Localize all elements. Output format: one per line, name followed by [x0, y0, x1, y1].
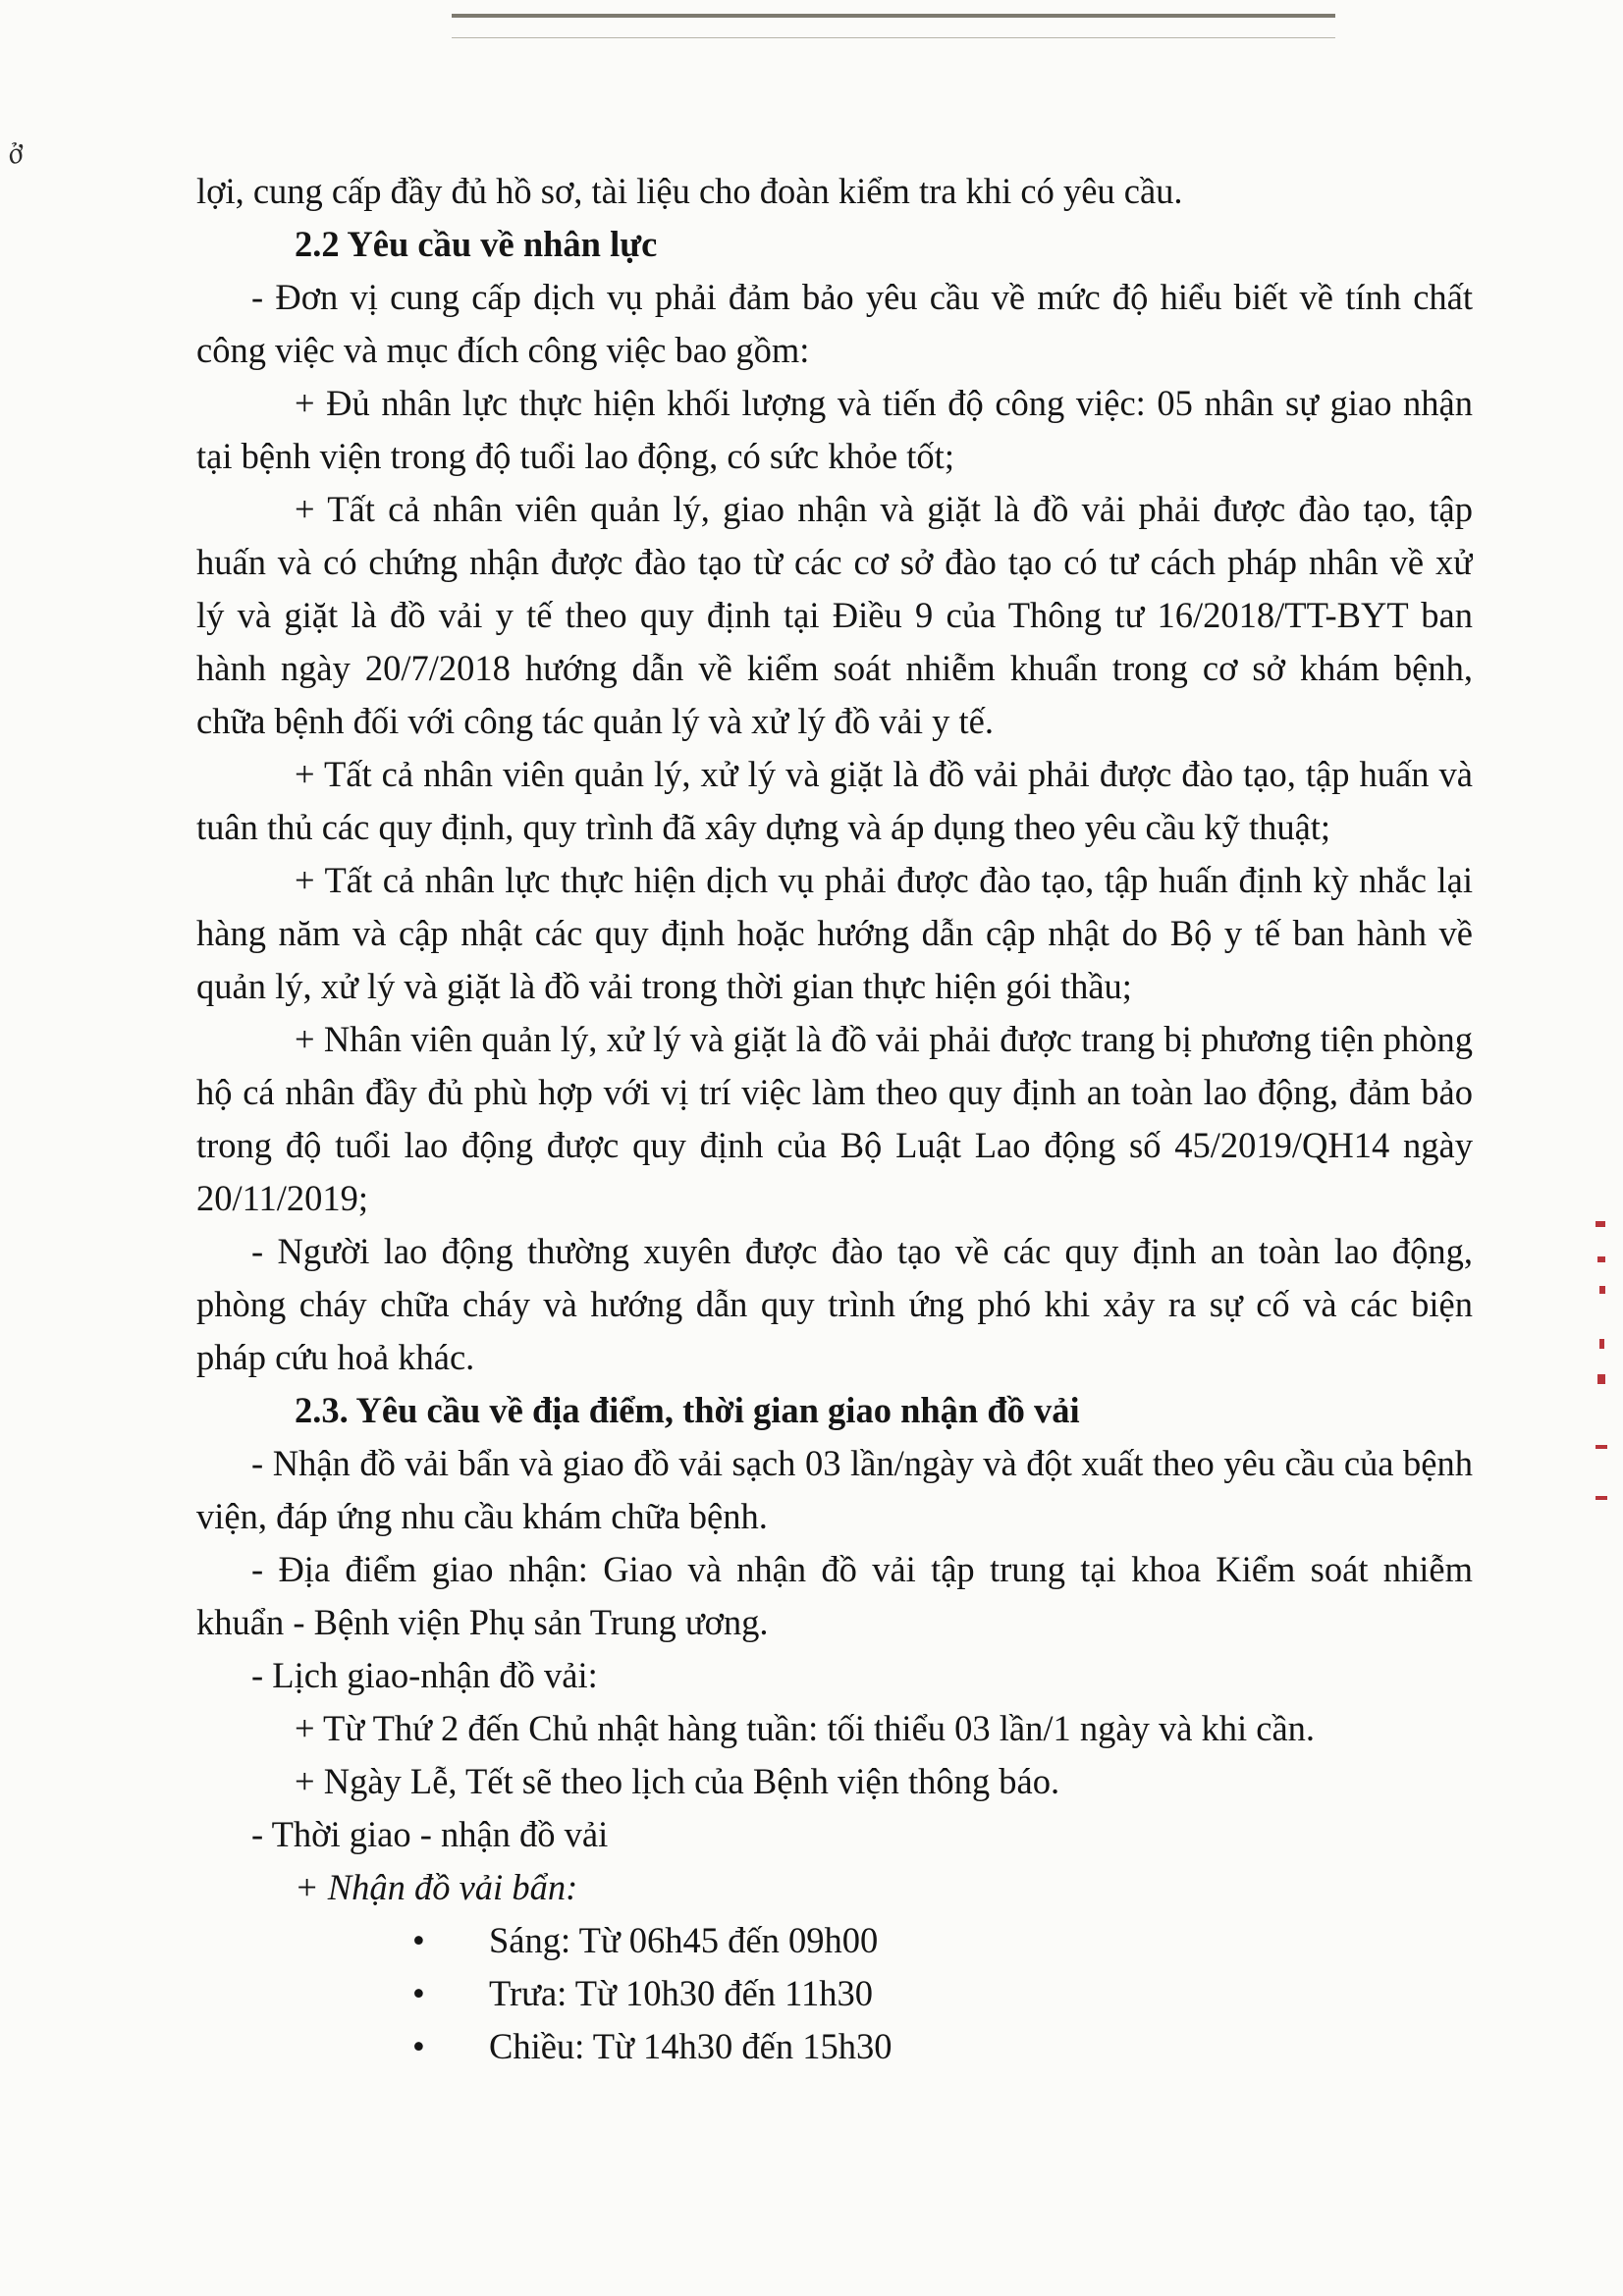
paragraph-line: viện, đáp ứng nhu cầu khám chữa bệnh.: [196, 1496, 768, 1536]
paragraph-line: + Từ Thứ 2 đến Chủ nhật hàng tuần: tối thiểu 03 lần/1 ngày và khi cần.: [295, 1708, 1316, 1748]
paragraph-line: huấn và có chứng nhận được đào tạo từ các cơ sở đào tạo có tư cách pháp nhân về xử: [196, 542, 1473, 582]
paragraph-line: + Tất cả nhân lực thực hiện dịch vụ phải được đào tạo, tập huấn định kỳ nhắc lại: [295, 860, 1473, 900]
document-body: [196, 165, 1473, 2073]
paragraph-line: hộ cá nhân đầy đủ phù hợp với vị trí việc làm theo quy định an toàn lao động, đảm bảo: [196, 1072, 1473, 1112]
list-item: [196, 1914, 1473, 1967]
paragraph-line: tuân thủ các quy định, quy trình đã xây dựng và áp dụng theo yêu cầu kỹ thuật;: [196, 807, 1331, 847]
paragraph-line: khuẩn - Bệnh viện Phụ sản Trung ương.: [196, 1602, 769, 1642]
paragraph-line: hàng năm và cập nhật các quy định hoặc hướng dẫn cập nhật do Bộ y tế ban hành về: [196, 913, 1473, 953]
paragraph-line: - Địa điểm giao nhận: Giao và nhận đồ vải tập trung tại khoa Kiểm soát nhiễm: [251, 1549, 1473, 1589]
section-heading: 2.3. Yêu cầu về địa điểm, thời gian giao nhận đồ vải: [295, 1390, 1080, 1430]
paragraph-line: tại bệnh viện trong độ tuổi lao động, có sức khỏe tốt;: [196, 436, 954, 476]
paragraph-line: - Đơn vị cung cấp dịch vụ phải đảm bảo yêu cầu về mức độ hiểu biết về tính chất: [251, 277, 1473, 317]
scan-top-strip: [452, 14, 1335, 38]
paragraph-line: - Người lao động thường xuyên được đào tạo về các quy định an toàn lao động,: [251, 1231, 1473, 1271]
bullet-icon: •: [412, 1973, 425, 2013]
paragraph-line: + Nhân viên quản lý, xử lý và giặt là đồ vải phải được trang bị phương tiện phòng: [295, 1019, 1473, 1059]
paragraph-line: lợi, cung cấp đầy đủ hồ sơ, tài liệu cho đoàn kiểm tra khi có yêu cầu.: [196, 171, 1183, 211]
paragraph-line: + Tất cả nhân viên quản lý, giao nhận và giặt là đồ vải phải được đào tạo, tập: [295, 489, 1473, 529]
paragraph-line: hành ngày 20/7/2018 hướng dẫn về kiểm soát nhiễm khuẩn trong cơ sở khám bệnh,: [196, 648, 1473, 688]
list-item-text: Chiều: Từ 14h30 đến 15h30: [489, 2026, 893, 2066]
paragraph-line: phòng cháy chữa cháy và hướng dẫn quy trình ứng phó khi xảy ra sự cố và các biện: [196, 1284, 1473, 1324]
paragraph-line: + Tất cả nhân viên quản lý, xử lý và giặt là đồ vải phải được đào tạo, tập huấn và: [295, 754, 1473, 794]
list-item: [196, 1967, 1473, 2020]
paragraph-line: - Thời giao - nhận đồ vải: [251, 1814, 609, 1854]
bullet-icon: •: [412, 2026, 425, 2066]
paragraph-line: chữa bệnh đối với công tác quản lý và xử lý đồ vải y tế.: [196, 701, 994, 741]
paragraph-line: + Đủ nhân lực thực hiện khối lượng và tiến độ công việc: 05 nhân sự giao nhận: [295, 383, 1473, 423]
subheading-line: + Nhận đồ vải bẩn:: [295, 1867, 578, 1907]
list-item-text: Sáng: Từ 06h45 đến 09h00: [489, 1920, 879, 1960]
bullet-icon: •: [412, 1920, 425, 1960]
paragraph-line: lý và giặt là đồ vải y tế theo quy định tại Điều 9 của Thông tư 16/2018/TT-BYT ban: [196, 595, 1473, 635]
paragraph-line: quản lý, xử lý và giặt là đồ vải trong thời gian thực hiện gói thầu;: [196, 966, 1132, 1006]
handwritten-margin-mark: ở: [3, 135, 28, 172]
paragraph-line: - Lịch giao-nhận đồ vải:: [251, 1655, 598, 1695]
list-item: [196, 2020, 1473, 2073]
list-item-text: Trưa: Từ 10h30 đến 11h30: [489, 1973, 874, 2013]
paragraph-line: pháp cứu hoả khác.: [196, 1337, 475, 1377]
paragraph-line: công việc và mục đích công việc bao gồm:: [196, 330, 810, 370]
paragraph-line: - Nhận đồ vải bẩn và giao đồ vải sạch 03 lần/ngày và đột xuất theo yêu cầu của bệnh: [251, 1443, 1473, 1483]
paragraph-line: 20/11/2019;: [196, 1178, 369, 1218]
paragraph-line: trong độ tuổi lao động được quy định của Bộ Luật Lao động số 45/2019/QH14 ngày: [196, 1125, 1473, 1165]
paragraph-line: + Ngày Lễ, Tết sẽ theo lịch của Bệnh viện thông báo.: [295, 1761, 1060, 1801]
section-heading: 2.2 Yêu cầu về nhân lực: [295, 224, 658, 264]
edge-marks-decoration: [1592, 1217, 1611, 1512]
